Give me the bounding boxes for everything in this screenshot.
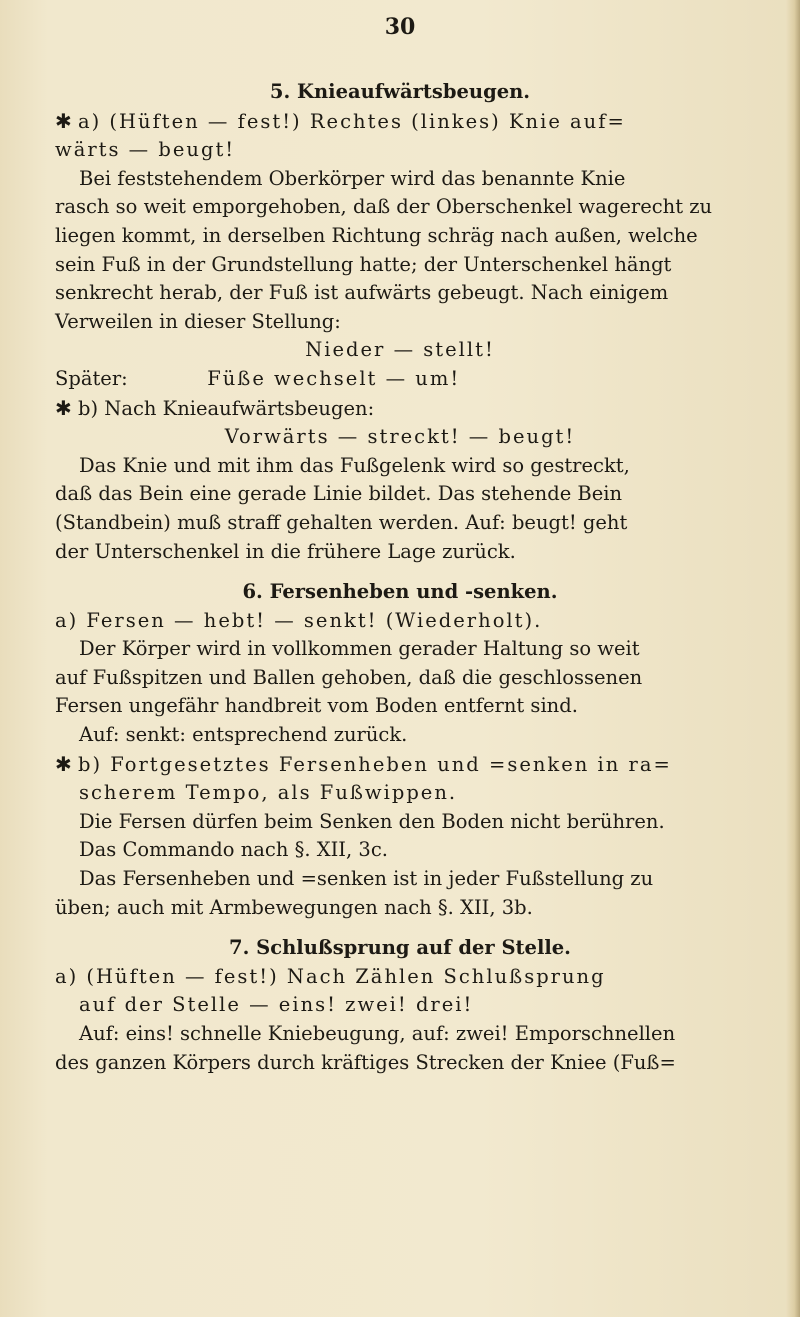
paragraph-line: liegen kommt, in derselben Richtung schräg nach außen, welche bbox=[55, 223, 698, 247]
command-line-later bbox=[55, 365, 745, 394]
exercise-6b-line1: b) Fortgesetztes Fersenheben und =senken in ra= bbox=[77, 752, 672, 776]
exercise-5a-line1: a) (Hüften — fest!) Rechtes (linkes) Knie auf= bbox=[77, 109, 626, 133]
paragraph-line: Auf: eins! schnelle Kniebeugung, auf: zwei! Emporschnellen bbox=[79, 1022, 676, 1045]
page-number: 30 bbox=[384, 14, 416, 40]
paragraph-line: Bei feststehendem Oberkörper wird das benannte Knie bbox=[79, 166, 626, 190]
exercise-5b-line1: b) Nach Knieaufwärtsbeugen: bbox=[77, 396, 375, 420]
paragraph-line: (Standbein) muß straff gehalten werden. Auf: beugt! geht bbox=[55, 510, 628, 534]
command-text: Füße wechselt — um! bbox=[207, 366, 461, 390]
spacer bbox=[55, 922, 745, 934]
paragraph-line: Das Fersenheben und =senken ist in jeder Fußstellung zu bbox=[79, 867, 654, 891]
paragraph-line: daß das Bein eine gerade Linie bildet. Das stehende Bein bbox=[55, 482, 623, 506]
exercise-5b-title bbox=[55, 394, 745, 424]
paragraph-line: Das Knie und mit ihm das Fußgelenk wird so gestreckt, bbox=[79, 453, 630, 477]
paragraph-line: auf Fußspitzen und Ballen gehoben, daß die geschlossenen bbox=[55, 665, 643, 689]
star-marker-icon: ✱ bbox=[55, 108, 72, 133]
star-marker-icon: ✱ bbox=[55, 395, 72, 420]
paragraph-line: Auf: senkt: entsprechend zurück. bbox=[79, 723, 408, 747]
section-5-heading: 5. Knieaufwärtsbeugen. bbox=[269, 80, 531, 103]
page-body bbox=[55, 78, 745, 1077]
exercise-6b-line2: scherem Tempo, als Fußwippen. bbox=[79, 781, 458, 805]
star-marker-icon: ✱ bbox=[55, 751, 72, 776]
section-7-heading: 7. Schlußsprung auf der Stelle. bbox=[229, 936, 571, 960]
paragraph-line: Das Commando nach §. XII, 3c. bbox=[79, 838, 388, 862]
exercise-5a-line2: wärts — beugt! bbox=[55, 138, 236, 162]
paragraph-line: senkrecht herab, der Fuß ist aufwärts gebeugt. Nach einigem bbox=[55, 281, 669, 305]
spacer bbox=[55, 566, 745, 578]
paragraph-line: rasch so weit emporgehoben, daß der Oberschenkel wagerecht zu bbox=[55, 195, 713, 219]
paragraph-line: sein Fuß in der Grundstellung hatte; der Unterschenkel hängt bbox=[55, 252, 672, 276]
page-edge-shadow bbox=[786, 0, 800, 1317]
paragraph-line: üben; auch mit Armbewegungen nach §. XII, 3b. bbox=[55, 895, 533, 919]
exercise-7a-line2: auf der Stelle — eins! zwei! drei! bbox=[79, 993, 474, 1017]
section-6-heading: 6. Fersenheben und -senken. bbox=[242, 580, 558, 604]
command-line: Nieder — stellt! bbox=[305, 338, 495, 362]
exercise-6a-title: a) Fersen — hebt! — senkt! (Wiederholt). bbox=[55, 608, 543, 632]
paragraph-line: Der Körper wird in vollkommen gerader Haltung so weit bbox=[79, 637, 640, 661]
exercise-7a-line1: a) (Hüften — fest!) Nach Zählen Schlußsprung bbox=[55, 964, 606, 988]
command-line: Vorwärts — streckt! — beugt! bbox=[224, 425, 576, 449]
paragraph-line: Fersen ungefähr handbreit vom Boden entfernt sind. bbox=[55, 694, 578, 718]
paragraph-line: der Unterschenkel in die frühere Lage zurück. bbox=[55, 539, 516, 563]
label-later: Später: bbox=[55, 366, 128, 390]
paragraph-line: des ganzen Körpers durch kräftiges Strecken der Kniee (Fuß= bbox=[55, 1050, 676, 1074]
exercise-6b-title bbox=[55, 750, 745, 780]
paragraph-line: Verweilen in dieser Stellung: bbox=[55, 309, 341, 333]
exercise-5a-title bbox=[55, 107, 745, 137]
paragraph-line: Die Fersen dürfen beim Senken den Boden nicht berühren. bbox=[79, 809, 665, 833]
